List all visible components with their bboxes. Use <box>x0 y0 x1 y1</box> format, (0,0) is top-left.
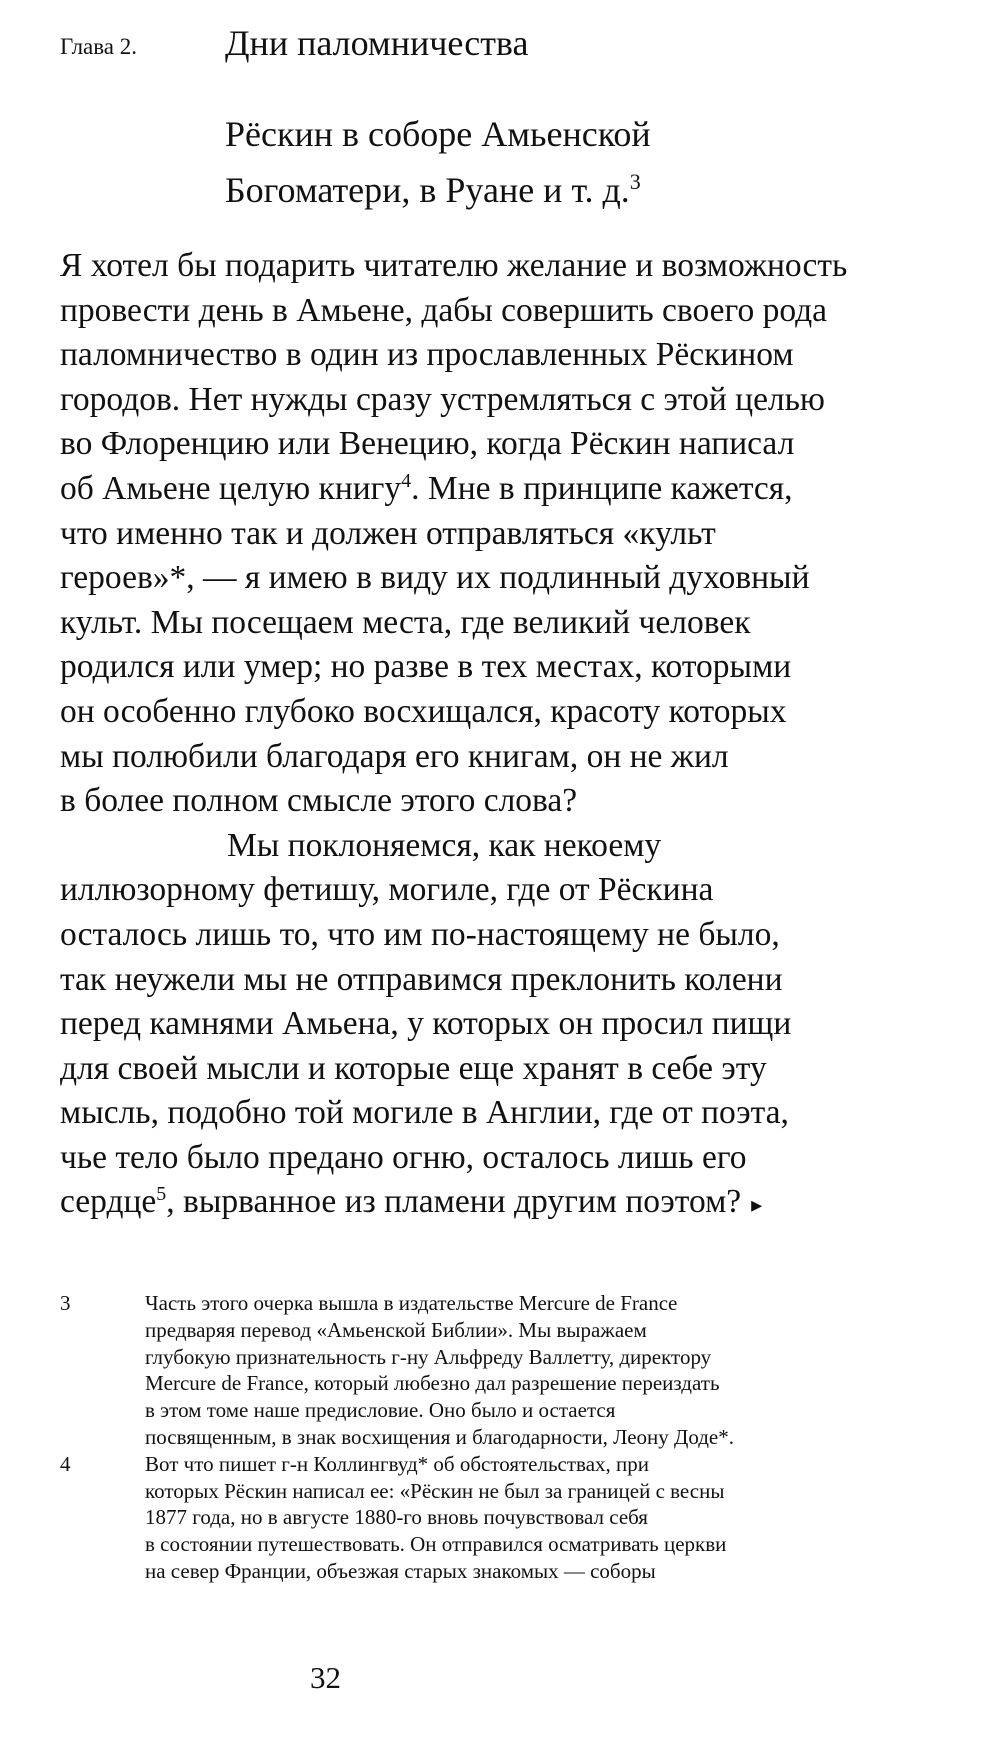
text-line: в более полном смысле этого слова? <box>60 782 578 820</box>
section-title-line <box>225 158 651 214</box>
footnotes <box>60 1290 940 1585</box>
footnote-line: 1877 года, но в августе 1880-го вновь почувствовал себя <box>145 1505 648 1530</box>
footnote-line: на север Франции, объезжая старых знакомых — соборы <box>145 1558 656 1583</box>
footnote-ref[interactable]: 4 <box>401 469 412 492</box>
section-title-text: Богоматери, в Руане и т. д. <box>225 170 630 210</box>
text-segment: сердце <box>60 1183 157 1221</box>
text-line: для своей мысли и которые еще хранят в себе эту <box>60 1049 767 1087</box>
running-title: Дни паломничества <box>225 23 529 63</box>
text-line: чье тело было предано огню, осталось лишь его <box>60 1138 747 1176</box>
footnote-number: 3 <box>60 1291 71 1315</box>
text-line: мысль, подобно той могиле в Англии, где от поэта, <box>60 1094 789 1132</box>
chapter-label: Глава 2. <box>60 34 138 59</box>
footnote-line: предваряя перевод «Амьенской Библии». Мы выражаем <box>145 1317 647 1342</box>
text-line: паломничество в один из прославленных Рёскином <box>60 336 794 374</box>
text-line: перед камнями Амьена, у которых он просил пищи <box>60 1005 792 1043</box>
section-title <box>225 110 651 214</box>
footnote-line: Mercure de France, который любезно дал разрешение переиздать <box>145 1371 720 1396</box>
text-line: осталось лишь то, что им по-настоящему не было, <box>60 915 780 953</box>
footnote-line: в этом томе наше предисловие. Оно было и остается <box>145 1398 616 1423</box>
footnote-line: в состоянии путешествовать. Он отправился осматривать церкви <box>145 1532 727 1557</box>
text-line: мы полюбили благодаря его книгам, он не жил <box>60 737 729 775</box>
footnote-ref[interactable]: 3 <box>629 169 641 194</box>
footnote-body <box>145 1451 726 1585</box>
continue-arrow-icon: ▸ <box>751 1192 763 1218</box>
text-line: городов. Нет нужды сразу устремляться с этой целью <box>60 380 825 418</box>
text-line: иллюзорному фетишу, могиле, где от Рёскина <box>60 871 714 909</box>
footnote-ref[interactable]: 5 <box>156 1183 167 1206</box>
text-line: во Флоренцию или Венецию, когда Рёскин написал <box>60 425 795 463</box>
footnote-number: 4 <box>60 1451 71 1476</box>
footnote-body <box>145 1290 734 1451</box>
footnote <box>60 1451 940 1585</box>
text-line: Я хотел бы подарить читателю желание и возможность <box>60 247 848 284</box>
footnote-line: которых Рёскин написал ее: «Рёскин не был за границей с весны <box>145 1478 725 1503</box>
text-line: провести день в Амьене, дабы совершить своего рода <box>60 291 828 329</box>
text-line: он особенно глубоко восхищался, красоту которых <box>60 692 787 730</box>
body-text <box>60 244 960 1228</box>
text-line: что именно так и должен отправляться «культ <box>60 514 716 552</box>
text-line: Мы поклоняемся, как некоему <box>227 826 662 864</box>
text-segment: , вырванное из пламени другим поэтом? <box>166 1183 742 1221</box>
footnote-line: Вот что пишет г-н Коллингвуд* об обстоятельствах, при <box>145 1451 649 1476</box>
text-line <box>60 1180 960 1228</box>
section-title-line: Рёскин в соборе Амьенской <box>225 114 651 154</box>
footnote-line: посвященным, в знак восхищения и благодарности, Леону Доде*. <box>145 1424 734 1449</box>
text-line: героев»*, — я имею в виду их подлинный духовный <box>60 559 810 597</box>
text-line: культ. Мы посещаем места, где великий человек <box>60 603 751 641</box>
text-segment: . Мне в принципе кажется, <box>411 469 793 507</box>
page-number: 32 <box>310 1660 341 1695</box>
footnote <box>60 1290 940 1451</box>
footnote-line: глубокую признательность г-ну Альфреду Валлетту, директору <box>145 1344 712 1369</box>
text-line <box>60 467 960 512</box>
text-line: так неужели мы не отправимся преклонить колени <box>60 960 783 998</box>
text-segment: об Амьене целую книгу <box>60 469 402 507</box>
footnote-line: Часть этого очерка вышла в издательстве Mercure de France <box>145 1291 678 1315</box>
text-line: родился или умер; но разве в тех местах, которыми <box>60 648 792 686</box>
